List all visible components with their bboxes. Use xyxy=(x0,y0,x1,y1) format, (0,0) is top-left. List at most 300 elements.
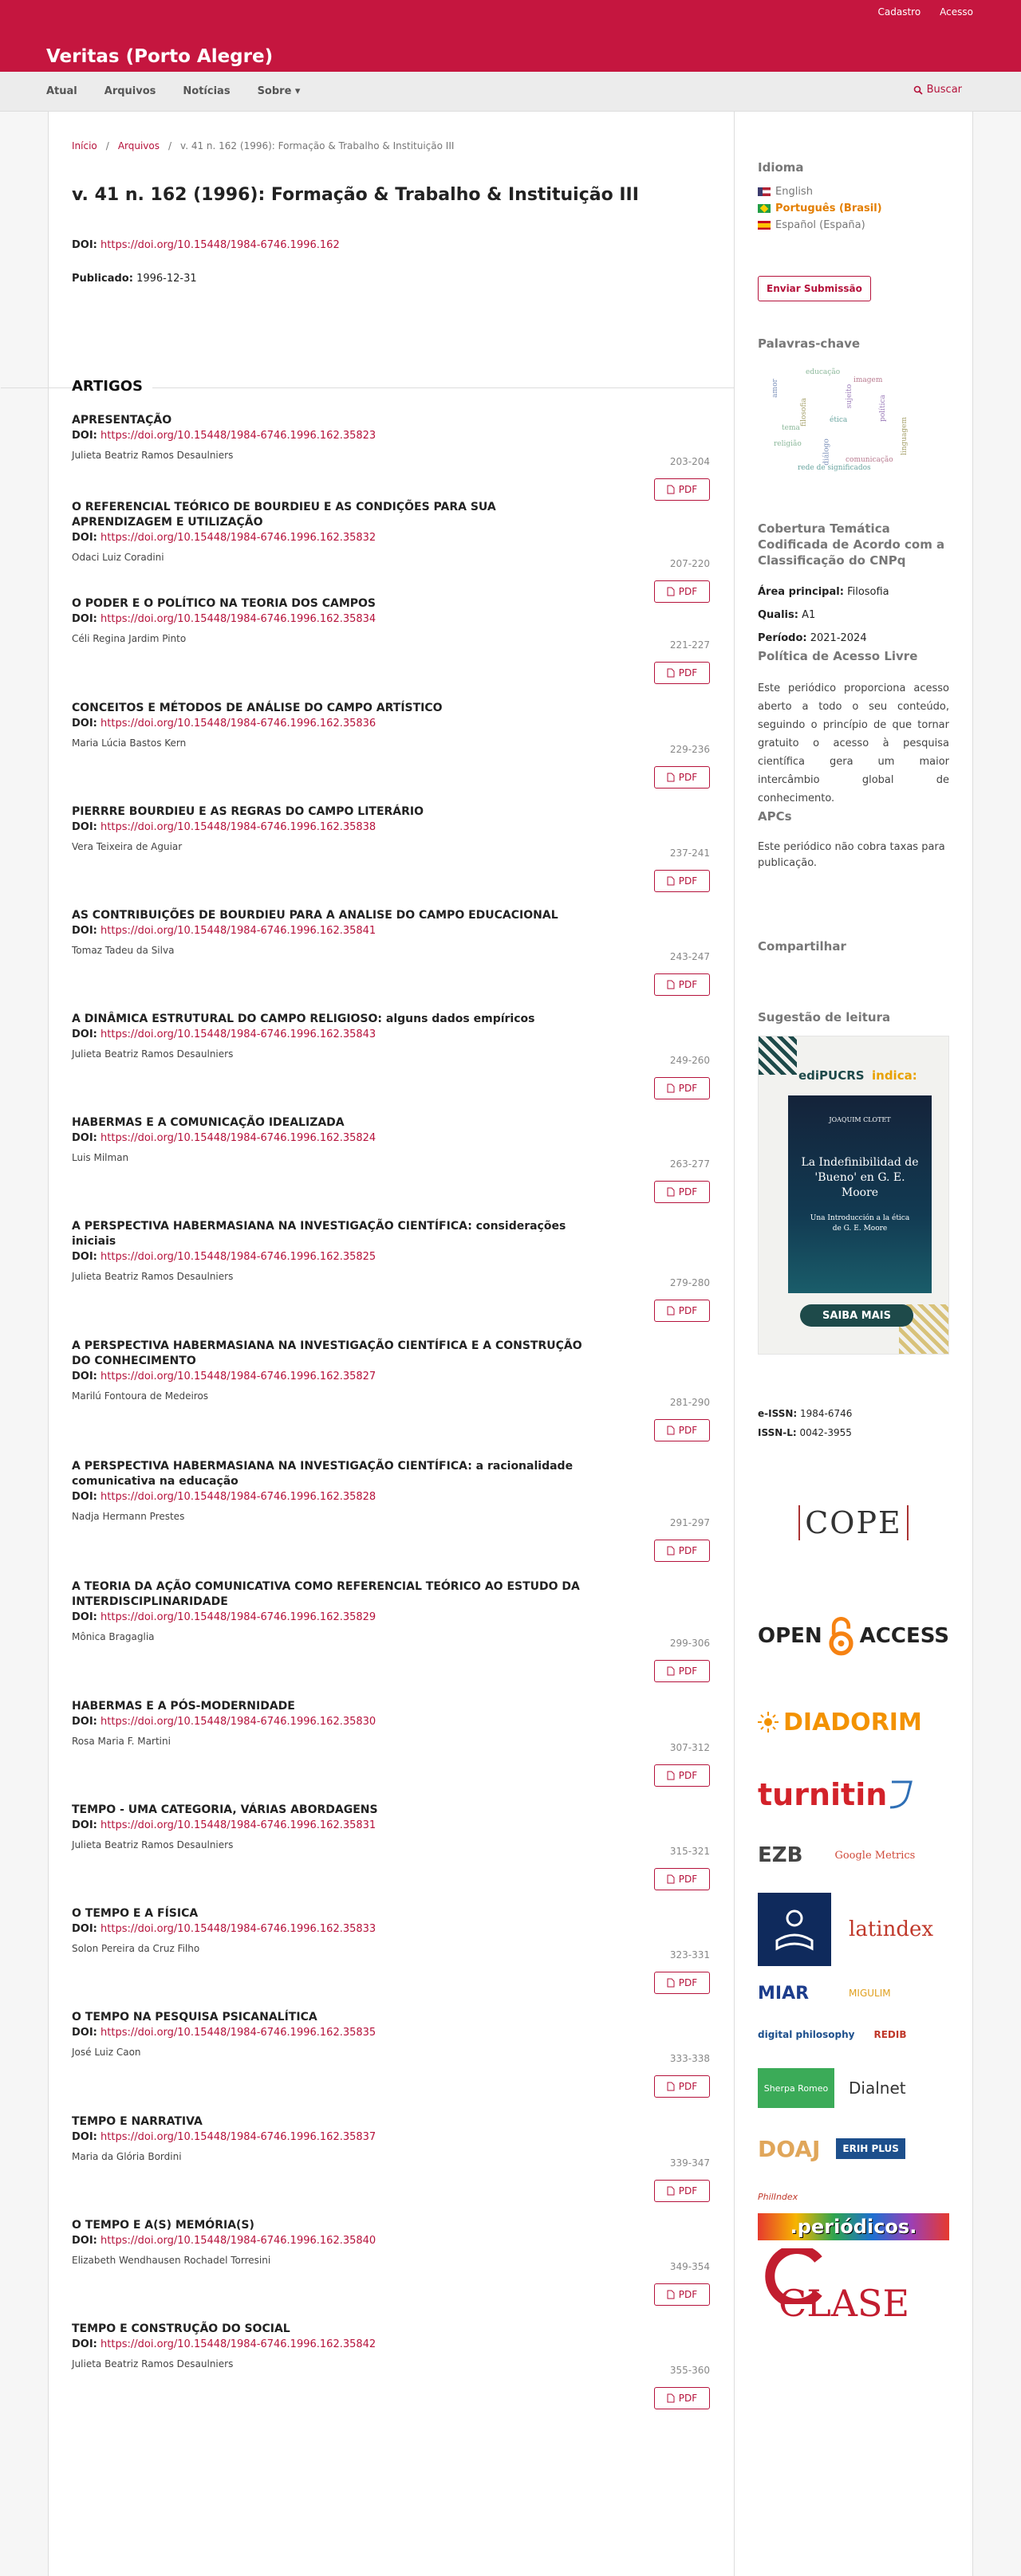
doi-label: DOI: xyxy=(72,1028,97,1040)
breadcrumb-separator: / xyxy=(105,140,109,151)
article-pages: 229-236 xyxy=(669,744,710,755)
article-doi-link[interactable]: https://doi.org/10.15448/1984-6746.1996.162.35840 xyxy=(101,2235,376,2247)
article-author: Julieta Beatriz Ramos Desaulniers xyxy=(72,1839,234,1850)
doi-label: DOI: xyxy=(72,821,97,833)
book-cover xyxy=(788,1095,932,1293)
article-title[interactable]: AS CONTRIBUIÇÕES DE BOURDIEU PARA A ANALISE DO CAMPO EDUCACIONAL xyxy=(72,909,558,922)
language-portuguese[interactable] xyxy=(758,203,882,214)
pdf-button[interactable] xyxy=(654,478,710,501)
apc-heading: APCs xyxy=(758,809,792,824)
pdf-button[interactable] xyxy=(654,1181,710,1203)
miar-logo[interactable]: MIAR xyxy=(758,1983,810,2004)
keyword-tag[interactable]: diálogo xyxy=(822,439,831,466)
apc-text: Este periódico não cobra taxas para publicação. xyxy=(758,841,945,869)
article-doi-link[interactable]: https://doi.org/10.15448/1984-6746.1996.162.35834 xyxy=(101,613,376,625)
pdf-button[interactable] xyxy=(654,1300,710,1322)
pdf-button[interactable] xyxy=(654,2283,710,2306)
spain-flag-icon xyxy=(758,221,771,230)
breadcrumb-separator: / xyxy=(168,140,172,151)
article-item xyxy=(72,2114,710,2218)
article-author: Odaci Luiz Coradini xyxy=(72,552,164,563)
book-author: JOAQUIM CLOTET xyxy=(829,1116,891,1123)
pdf-file-icon xyxy=(667,1874,675,1884)
eissn-label: e-ISSN: xyxy=(758,1408,798,1419)
pdf-button[interactable] xyxy=(654,766,710,789)
diadorim-logo[interactable] xyxy=(758,1682,949,1762)
article-title[interactable]: PIERRRE BOURDIEU E AS REGRAS DO CAMPO LITERÁRIO xyxy=(72,805,424,818)
doi-label: DOI: xyxy=(72,2131,97,2143)
doi-label: DOI: xyxy=(72,2338,97,2350)
article-pages: 249-260 xyxy=(669,1055,710,1066)
nav-about[interactable]: Sobre ▾ xyxy=(257,85,301,97)
article-doi xyxy=(72,612,710,627)
share-block xyxy=(758,939,846,954)
article-title[interactable]: O TEMPO E A FÍSICA xyxy=(72,1907,199,1920)
keywords-block xyxy=(758,336,917,480)
article-doi-link[interactable]: https://doi.org/10.15448/1984-6746.1996.162.35825 xyxy=(101,1251,376,1263)
cnpq-heading: Cobertura Temática Codificada de Acordo com a Classificação do CNPq xyxy=(758,521,945,568)
article-item xyxy=(72,1579,710,1683)
article-item xyxy=(72,500,710,604)
oa-open-text: OPEN xyxy=(758,1624,822,1648)
article-author: Tomaz Tadeu da Silva xyxy=(72,945,175,956)
doi-label: DOI: xyxy=(72,1251,97,1263)
article-item xyxy=(72,1459,710,1563)
migulim-logo[interactable]: MIGULIM xyxy=(849,1988,891,1999)
article-item xyxy=(72,1803,710,1906)
article-author: Julieta Beatriz Ramos Desaulniers xyxy=(72,2358,234,2370)
book-title: La Indefinibilidad de 'Bueno' en G. E. Moore xyxy=(801,1156,919,1199)
pdf-button[interactable] xyxy=(654,2387,710,2409)
article-title[interactable]: A PERSPECTIVA HABERMASIANA NA INVESTIGAÇÃO CIENTÍFICA E A CONSTRUÇÃO DO CONHECIMENTO xyxy=(72,1339,582,1367)
area-info xyxy=(758,586,949,598)
pdf-file-icon xyxy=(667,587,675,596)
pdf-file-icon xyxy=(667,1666,675,1676)
turnitin-logo[interactable] xyxy=(758,1767,949,1823)
periodicos-wordmark: .periódicos. xyxy=(790,2216,917,2238)
article-item xyxy=(72,1115,710,1219)
pdf-label: PDF xyxy=(678,2185,698,2196)
article-item xyxy=(72,908,710,1012)
pdf-file-icon xyxy=(667,980,675,989)
pdf-file-icon xyxy=(667,1187,675,1197)
pdf-button[interactable] xyxy=(654,1419,710,1441)
article-author: Maria da Glória Bordini xyxy=(72,2151,182,2162)
article-doi xyxy=(72,2025,710,2040)
article-doi xyxy=(72,1131,710,1146)
doi-label: DOI: xyxy=(72,1132,97,1144)
article-title[interactable]: TEMPO - UMA CATEGORIA, VÁRIAS ABORDAGENS xyxy=(72,1803,378,1816)
keyword-tag[interactable]: rede de significados xyxy=(798,464,871,472)
ad-brand: ediPUCRS xyxy=(798,1068,865,1083)
erih-plus-logo[interactable]: ERIH PLUS xyxy=(836,2138,905,2159)
issn-block xyxy=(758,1397,852,1438)
article-doi-link[interactable]: https://doi.org/10.15448/1984-6746.1996.162.35832 xyxy=(101,532,376,544)
article-item xyxy=(72,1219,710,1323)
article-author: Mônica Bragaglia xyxy=(72,1631,155,1642)
article-author: Marilú Fontoura de Medeiros xyxy=(72,1390,209,1402)
pdf-label: PDF xyxy=(678,1305,698,1316)
article-title[interactable]: O REFERENCIAL TEÓRICO DE BOURDIEU E AS CONDIÇÕES PARA SUA APRENDIZAGEM E UTILIZAÇÃO xyxy=(72,501,496,529)
sun-icon xyxy=(758,1712,779,1732)
article-item xyxy=(72,2218,710,2322)
cope-wordmark: COPE xyxy=(798,1505,909,1540)
article-doi-link[interactable]: https://doi.org/10.15448/1984-6746.1996.162.35827 xyxy=(101,1371,376,1382)
oa-heading: Política de Acesso Livre xyxy=(758,649,918,663)
book-subtitle: Una Introducción a la ética de G. E. Moore xyxy=(810,1214,910,1233)
article-pages: 207-220 xyxy=(669,558,710,569)
period-value: 2021-2024 xyxy=(810,632,867,644)
article-item xyxy=(72,804,710,908)
digital-philosophy-row xyxy=(758,2017,949,2052)
doi-label: DOI: xyxy=(72,1491,97,1503)
article-doi xyxy=(72,1921,710,1937)
article-author: Vera Teixeira de Aguiar xyxy=(72,841,183,852)
article-title[interactable]: APRESENTAÇÃO xyxy=(72,414,172,427)
article-pages: 323-331 xyxy=(669,1949,710,1961)
pdf-label: PDF xyxy=(678,2393,698,2404)
keyword-tag[interactable]: política xyxy=(878,395,887,422)
pdf-label: PDF xyxy=(678,979,698,990)
article-doi-link[interactable]: https://doi.org/10.15448/1984-6746.1996.162.35828 xyxy=(101,1491,376,1503)
issnl-info xyxy=(758,1427,852,1438)
published-date: 1996-12-31 xyxy=(136,273,197,285)
qualis-label: Qualis: xyxy=(758,609,798,621)
article-doi xyxy=(72,1489,710,1504)
article-doi-link[interactable]: https://doi.org/10.15448/1984-6746.1996.162.35824 xyxy=(101,1132,376,1144)
article-author: Julieta Beatriz Ramos Desaulniers xyxy=(72,1271,234,1282)
register-link[interactable]: Cadastro xyxy=(877,6,921,18)
diadorim-wordmark: DIADORIM xyxy=(783,1708,922,1736)
site-title[interactable]: Veritas (Porto Alegre) xyxy=(46,46,274,67)
eissn-value: 1984-6746 xyxy=(800,1408,853,1419)
us-flag-icon xyxy=(758,187,771,196)
sherpa-romeo-logo[interactable]: Sherpa Romeo xyxy=(758,2068,834,2108)
doi-label: DOI: xyxy=(72,2027,97,2039)
article-title[interactable]: A PERSPECTIVA HABERMASIANA NA INVESTIGAÇÃO CIENTÍFICA: a racionalidade comunicativa na educação xyxy=(72,1460,574,1488)
doi-label: DOI: xyxy=(72,718,97,730)
submit-block xyxy=(758,276,871,301)
article-title[interactable]: TEMPO E NARRATIVA xyxy=(72,2115,203,2128)
language-english[interactable] xyxy=(758,186,882,198)
area-label: Área principal: xyxy=(758,586,844,598)
brazil-flag-icon xyxy=(758,204,771,213)
login-link[interactable]: Acesso xyxy=(940,6,973,18)
open-access-logo[interactable] xyxy=(758,1596,949,1676)
turnitin-check-icon xyxy=(887,1779,914,1811)
breadcrumb xyxy=(72,140,454,151)
article-item xyxy=(72,596,710,700)
submit-button[interactable]: Enviar Submissão xyxy=(758,276,871,301)
keyword-tag[interactable]: ética xyxy=(830,416,848,424)
redib-logo[interactable]: REDIB xyxy=(873,2029,907,2040)
reader-book-logo[interactable] xyxy=(758,1893,831,1966)
keyword-tag[interactable]: comunicação xyxy=(846,456,893,464)
keyword-tag[interactable]: sujeito xyxy=(846,383,854,409)
article-title[interactable]: HABERMAS E A COMUNICAÇÃO IDEALIZADA xyxy=(72,1116,345,1129)
article-author: Luis Milman xyxy=(72,1152,129,1163)
article-author: Julieta Beatriz Ramos Desaulniers xyxy=(72,450,234,461)
doaj-row xyxy=(758,2121,949,2177)
eissn-info xyxy=(758,1408,852,1419)
pdf-file-icon xyxy=(667,2082,675,2091)
area-value: Filosofia xyxy=(847,586,889,598)
philindex-row xyxy=(758,2185,949,2208)
issnl-label: ISSN-L: xyxy=(758,1427,797,1438)
keyword-tag[interactable]: filosofia xyxy=(799,398,808,427)
stripe-decoration xyxy=(759,1036,797,1075)
pdf-file-icon xyxy=(667,1306,675,1316)
article-title[interactable]: TEMPO E CONSTRUÇÃO DO SOCIAL xyxy=(72,2322,290,2335)
pdf-label: PDF xyxy=(678,484,698,495)
pdf-file-icon xyxy=(667,1426,675,1435)
book-ad[interactable] xyxy=(758,1036,949,1355)
article-item xyxy=(72,1906,710,2010)
cope-logo[interactable] xyxy=(758,1459,949,1587)
article-pages: 355-360 xyxy=(669,2365,710,2376)
search-link[interactable] xyxy=(913,84,962,96)
article-doi xyxy=(72,1610,710,1625)
keywords-heading: Palavras-chave xyxy=(758,336,861,351)
pdf-file-icon xyxy=(667,876,675,886)
google-metrics-logo[interactable]: Google Metrics xyxy=(834,1849,916,1862)
pdf-label: PDF xyxy=(678,2081,698,2092)
article-pages: 349-354 xyxy=(669,2261,710,2272)
pdf-label: PDF xyxy=(678,1666,698,1677)
doi-label: DOI: xyxy=(72,430,97,442)
user-nav xyxy=(878,6,974,18)
main-content xyxy=(49,112,735,2576)
article-title[interactable]: A PERSPECTIVA HABERMASIANA NA INVESTIGAÇÃO CIENTÍFICA: considerações iniciais xyxy=(72,1220,566,1248)
pdf-button[interactable] xyxy=(654,2180,710,2202)
article-author: Rosa Maria F. Martini xyxy=(72,1736,171,1747)
doaj-logo[interactable]: DOAJ xyxy=(758,2135,821,2162)
article-title[interactable]: HABERMAS E A PÓS-MODERNIDADE xyxy=(72,1700,295,1713)
article-doi-link[interactable]: https://doi.org/10.15448/1984-6746.1996.162.35823 xyxy=(101,430,376,442)
nav-current[interactable]: Atual xyxy=(46,85,77,97)
keyword-tag[interactable]: amor xyxy=(771,379,779,398)
article-title[interactable]: A TEORIA DA AÇÃO COMUNICATIVA COMO REFERENCIAL TEÓRICO AO ESTUDO DA INTERDISCIPLINARIDADE xyxy=(72,1580,580,1608)
breadcrumb-home[interactable]: Início xyxy=(72,140,97,151)
doi-label: DOI: xyxy=(72,1716,97,1728)
article-pages: 339-347 xyxy=(669,2157,710,2169)
article-pages: 203-204 xyxy=(669,456,710,467)
article-item xyxy=(72,1339,710,1442)
article-pages: 299-306 xyxy=(669,1638,710,1649)
reading-block xyxy=(758,1010,949,1355)
article-author: José Luiz Caon xyxy=(72,2047,141,2058)
book-reader-icon xyxy=(771,1905,818,1953)
cnpq-block xyxy=(758,521,949,871)
article-title[interactable]: O TEMPO NA PESQUISA PSICANALÍTICA xyxy=(72,2011,317,2023)
pdf-label: PDF xyxy=(678,1770,698,1781)
article-doi-link[interactable]: https://doi.org/10.15448/1984-6746.1996.162.35829 xyxy=(101,1611,376,1623)
ad-cta-button[interactable]: SAIBA MAIS xyxy=(800,1304,913,1327)
language-heading: Idioma xyxy=(758,160,804,175)
reading-heading: Sugestão de leitura xyxy=(758,1010,891,1025)
share-heading: Compartilhar xyxy=(758,939,846,954)
article-doi xyxy=(72,1714,710,1729)
breadcrumb-current: v. 41 n. 162 (1996): Formação & Trabalho & Instituição III xyxy=(180,140,455,151)
issue-doi xyxy=(72,239,340,251)
article-item xyxy=(72,1012,710,1115)
clase-logo[interactable] xyxy=(758,2248,949,2352)
article-item xyxy=(72,701,710,804)
language-label: Español (España) xyxy=(775,219,865,231)
open-access-lock-icon xyxy=(829,1610,853,1662)
keyword-cloud xyxy=(758,360,917,480)
doi-label: DOI: xyxy=(72,1819,97,1831)
pdf-file-icon xyxy=(667,485,675,494)
pdf-file-icon xyxy=(667,2186,675,2196)
section-heading: ARTIGOS xyxy=(72,378,152,395)
ezb-google-row xyxy=(758,1827,949,1883)
article-doi xyxy=(72,428,710,443)
digital-philosophy-logo[interactable]: digital philosophy xyxy=(758,2029,855,2040)
pdf-label: PDF xyxy=(678,875,698,887)
article-pages: 237-241 xyxy=(669,848,710,859)
article-doi-link[interactable]: https://doi.org/10.15448/1984-6746.1996.162.35837 xyxy=(101,2131,376,2143)
qualis-info xyxy=(758,609,949,621)
doi-label: DOI: xyxy=(72,925,97,937)
latindex-row xyxy=(758,1890,949,1969)
pdf-label: PDF xyxy=(678,2289,698,2300)
article-item xyxy=(72,1699,710,1803)
miar-row xyxy=(758,1977,949,2009)
pdf-file-icon xyxy=(667,1083,675,1093)
article-doi xyxy=(72,1249,710,1264)
article-doi-link[interactable]: https://doi.org/10.15448/1984-6746.1996.162.35831 xyxy=(101,1819,376,1831)
published-label: Publicado: xyxy=(72,273,133,285)
pdf-button[interactable] xyxy=(654,1868,710,1890)
doi-label: DOI: xyxy=(72,532,97,544)
article-author: Solon Pereira da Cruz Filho xyxy=(72,1943,200,1954)
oa-text: Este periódico proporciona acesso aberto a todo o seu conteúdo, seguindo o princípio de que tornar gratuito o acesso à pesquisa científica gera um maior intercâmbio global de conhecimento. xyxy=(758,682,949,804)
pdf-button[interactable] xyxy=(654,1540,710,1562)
doi-label: DOI: xyxy=(72,239,97,251)
dialnet-logo[interactable]: Dialnet xyxy=(849,2078,906,2098)
article-pages: 307-312 xyxy=(669,1742,710,1753)
article-doi-link[interactable]: https://doi.org/10.15448/1984-6746.1996.162.35842 xyxy=(101,2338,376,2350)
article-doi xyxy=(72,716,710,731)
keyword-tag[interactable]: religião xyxy=(774,440,802,448)
period-label: Período: xyxy=(758,632,807,644)
pdf-button[interactable] xyxy=(654,1764,710,1787)
article-doi xyxy=(72,1027,710,1042)
article-pages: 291-297 xyxy=(669,1517,710,1528)
search-label: Buscar xyxy=(926,84,962,96)
article-doi-link[interactable]: https://doi.org/10.15448/1984-6746.1996.162.35838 xyxy=(101,821,376,833)
article-doi xyxy=(72,923,710,938)
pdf-label: PDF xyxy=(678,1977,698,1988)
keyword-tag[interactable]: linguagem xyxy=(901,416,909,456)
article-pages: 263-277 xyxy=(669,1158,710,1170)
article-item xyxy=(72,2010,710,2114)
pdf-button[interactable] xyxy=(654,1972,710,1994)
ezb-logo[interactable]: EZB xyxy=(758,1843,803,1867)
pdf-file-icon xyxy=(667,668,675,678)
article-doi-link[interactable]: https://doi.org/10.15448/1984-6746.1996.162.35835 xyxy=(101,2027,376,2039)
article-title[interactable]: CONCEITOS E MÉTODOS DE ANÁLISE DO CAMPO ARTÍSTICO xyxy=(72,702,443,714)
article-doi-link[interactable]: https://doi.org/10.15448/1984-6746.1996.162.35841 xyxy=(101,925,376,937)
pdf-label: PDF xyxy=(678,1545,698,1556)
article-pages: 333-338 xyxy=(669,2053,710,2064)
article-author: Céli Regina Jardim Pinto xyxy=(72,633,187,644)
article-item xyxy=(72,2322,710,2425)
issnl-value: 0042-3955 xyxy=(799,1427,852,1438)
article-title[interactable]: O PODER E O POLÍTICO NA TEORIA DOS CAMPOS xyxy=(72,597,376,610)
nav-archives[interactable]: Arquivos xyxy=(104,85,156,97)
article-title[interactable]: O TEMPO E A(S) MEMÓRIA(S) xyxy=(72,2219,254,2232)
language-spanish[interactable] xyxy=(758,219,882,231)
pdf-label: PDF xyxy=(678,772,698,783)
article-doi-link[interactable]: https://doi.org/10.15448/1984-6746.1996.162.35833 xyxy=(101,1923,376,1935)
philindex-logo[interactable]: PhilIndex xyxy=(758,2191,798,2202)
periodicos-logo[interactable] xyxy=(758,2213,949,2240)
article-doi xyxy=(72,2233,710,2248)
article-doi-link[interactable]: https://doi.org/10.15448/1984-6746.1996.162.35843 xyxy=(101,1028,376,1040)
period-info xyxy=(758,632,949,644)
pdf-file-icon xyxy=(667,2290,675,2299)
article-pages: 281-290 xyxy=(669,1397,710,1408)
article-doi xyxy=(72,1369,710,1384)
page-title: v. 41 n. 162 (1996): Formação & Trabalho & Instituição III xyxy=(72,185,639,205)
article-doi-link[interactable]: https://doi.org/10.15448/1984-6746.1996.162.35836 xyxy=(101,718,376,730)
language-label: English xyxy=(775,186,813,198)
article-doi-link[interactable]: https://doi.org/10.15448/1984-6746.1996.162.35830 xyxy=(101,1716,376,1728)
article-author: Maria Lúcia Bastos Kern xyxy=(72,737,187,749)
pdf-button[interactable] xyxy=(654,1660,710,1682)
language-block xyxy=(758,160,882,231)
primary-nav xyxy=(0,72,1021,112)
doi-label: DOI: xyxy=(72,1371,97,1382)
doi-label: DOI: xyxy=(72,2235,97,2247)
doi-label: DOI: xyxy=(72,613,97,625)
article-doi xyxy=(72,820,710,835)
article-pages: 315-321 xyxy=(669,1846,710,1857)
pdf-file-icon xyxy=(667,1546,675,1555)
keyword-tag[interactable]: tema xyxy=(782,424,800,432)
pdf-button[interactable] xyxy=(654,2075,710,2098)
pdf-button[interactable] xyxy=(654,1077,710,1099)
article-author: Elizabeth Wendhausen Rochadel Torresini xyxy=(72,2255,271,2266)
oa-access-text: ACCESS xyxy=(859,1624,949,1648)
article-title[interactable]: A DINÂMICA ESTRUTURAL DO CAMPO RELIGIOSO: alguns dados empíricos xyxy=(72,1013,535,1025)
nav-news[interactable]: Notícias xyxy=(183,85,231,97)
page-wrapper xyxy=(48,112,973,2576)
issue-doi-link[interactable]: https://doi.org/10.15448/1984-6746.1996.162 xyxy=(101,239,340,251)
breadcrumb-archives[interactable]: Arquivos xyxy=(117,140,160,151)
site-header xyxy=(0,0,1021,72)
article-pages: 243-247 xyxy=(669,951,710,962)
pdf-button[interactable] xyxy=(654,870,710,892)
article-doi xyxy=(72,1818,710,1833)
latindex-logo[interactable]: latindex xyxy=(849,1917,934,1941)
doi-label: DOI: xyxy=(72,1611,97,1623)
keyword-tag[interactable]: educação xyxy=(806,368,841,376)
qualis-value: A1 xyxy=(802,609,816,621)
pdf-button[interactable] xyxy=(654,662,710,684)
article-pages: 221-227 xyxy=(669,639,710,651)
pdf-button[interactable] xyxy=(654,973,710,996)
keyword-tag[interactable]: imagem xyxy=(853,376,883,384)
pdf-label: PDF xyxy=(678,1874,698,1885)
pdf-file-icon xyxy=(667,1771,675,1780)
pdf-label: PDF xyxy=(678,586,698,597)
sherpa-row xyxy=(758,2067,949,2110)
ad-indica: indica: xyxy=(872,1068,917,1083)
article-doi xyxy=(72,530,710,545)
